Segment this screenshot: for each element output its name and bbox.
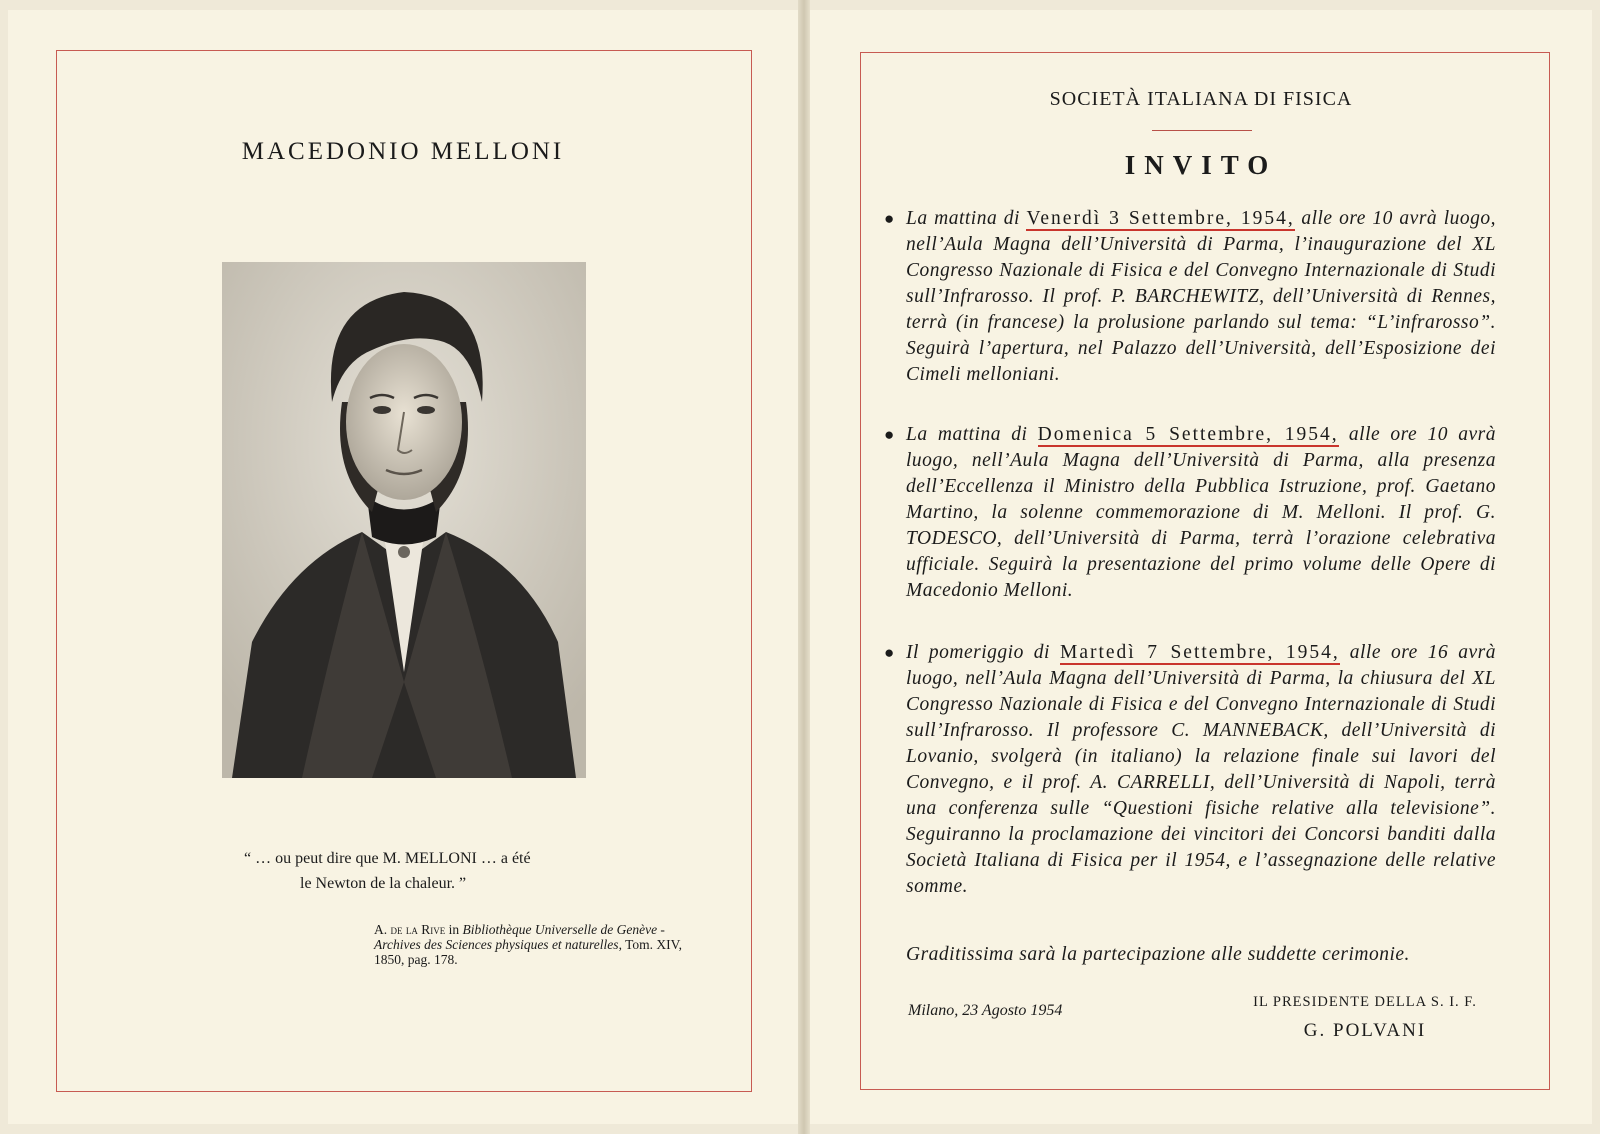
invitation-heading: INVITO (1124, 150, 1278, 180)
president-title: IL PRESIDENTE DELLA S. I. F. (1253, 994, 1477, 1010)
event-1-text: alle ore 10 avrà luogo, nell’Aula Magna dell’Università di Parma, l’inaugurazione del XL Congresso Nazionale di Fisica e del Convegno Internazionale di Studi sull’Infrarosso. Il prof. P. BARCHEWITZ, dell’Università di Rennes, terrà (in francese) la prolusione parlando sul tema: “L’infrarosso”. Seguirà l’apertura, nel Palazzo dell’Università, dell’Esposizione dei Cimeli melloniani. (906, 208, 1497, 385)
heading-divider (1152, 130, 1252, 131)
event-3-date: Martedì 7 Settembre, 1954, (1059, 642, 1340, 663)
citation-author: A. de la Rive (374, 922, 446, 937)
portrait-title: MACEDONIO MELLONI (241, 138, 565, 165)
portrait-illustration (222, 262, 586, 778)
event-2-text: alle ore 10 avrà luogo, nell’Aula Magna dell’Università di Parma, alla presenza dell’Eccellenza il Ministro della Pubblica Istruzione, prof. Gaetano Martino, la solenne commemorazione di M. Melloni. Il prof. G. TODESCO, dell’Università di Parma, terrà l’orazione celebrativa ufficiale. Seguirà la presentazione del primo volume delle Opere di Macedonio Melloni. (906, 424, 1496, 601)
place-and-date: Milano, 23 Agosto 1954 (908, 1002, 1063, 1019)
quote-line-1: “ … ou peut dire que M. MELLONI … a été (244, 850, 531, 867)
bullet-icon: ● (884, 425, 895, 444)
event-3-text: alle ore 16 avrà luogo, nell’Aula Magna dell’Università di Parma, la chiusura del XL Congresso Nazionale di Fisica e del Convegno Internazionale di Studi sull’Infrarosso. Il professore C. MANNEBACK, dell’Università di Lovanio, svolgerà (in italiano) la relazione finale sui lavori del Convegno, e il prof. A. CARRELLI, dell’Università di Napoli, terrà una conferenza sulle “Questioni fisiche relative alla televisione”. Seguiranno la proclamazione dei vincitori dei Concorsi banditi dalla Società Italiana di Fisica per il 1954, e l’assegnazione delle relative somme. (906, 642, 1496, 897)
closing-line: Graditissima sarà la partecipazione alle suddette cerimonie. (906, 944, 1410, 965)
event-paragraph-1 (884, 206, 1497, 388)
president-name: G. POLVANI (1303, 1020, 1427, 1041)
event-paragraph-2 (884, 422, 1496, 604)
right-page (810, 10, 1592, 1124)
quote-citation (374, 922, 684, 967)
citation-work: Bibliothèque Universelle de Genève - Archives des Sciences physiques et naturelles (374, 922, 665, 952)
left-page (8, 10, 798, 1124)
citation-in: in (445, 922, 463, 937)
event-3-intro: Il pomeriggio di (906, 642, 1060, 663)
society-name: SOCIETÀ ITALIANA DI FISICA (1049, 88, 1353, 110)
event-2-intro: La mattina di (906, 424, 1038, 445)
event-2-date: Domenica 5 Settembre, 1954, (1037, 424, 1339, 445)
citation-details: , Tom. XIV, 1850, pag. 178. (374, 937, 683, 967)
bullet-icon: ● (884, 209, 895, 228)
event-1-date: Venerdì 3 Settembre, 1954, (1026, 208, 1295, 229)
event-1-intro: La mattina di (906, 208, 1027, 229)
bullet-icon: ● (884, 643, 895, 662)
event-paragraph-3 (884, 640, 1496, 900)
quote-line-2: le Newton de la chaleur. ” (300, 875, 467, 892)
portrait-engraving (222, 262, 586, 778)
melloni-quote (244, 846, 644, 896)
page-fold (798, 0, 810, 1134)
